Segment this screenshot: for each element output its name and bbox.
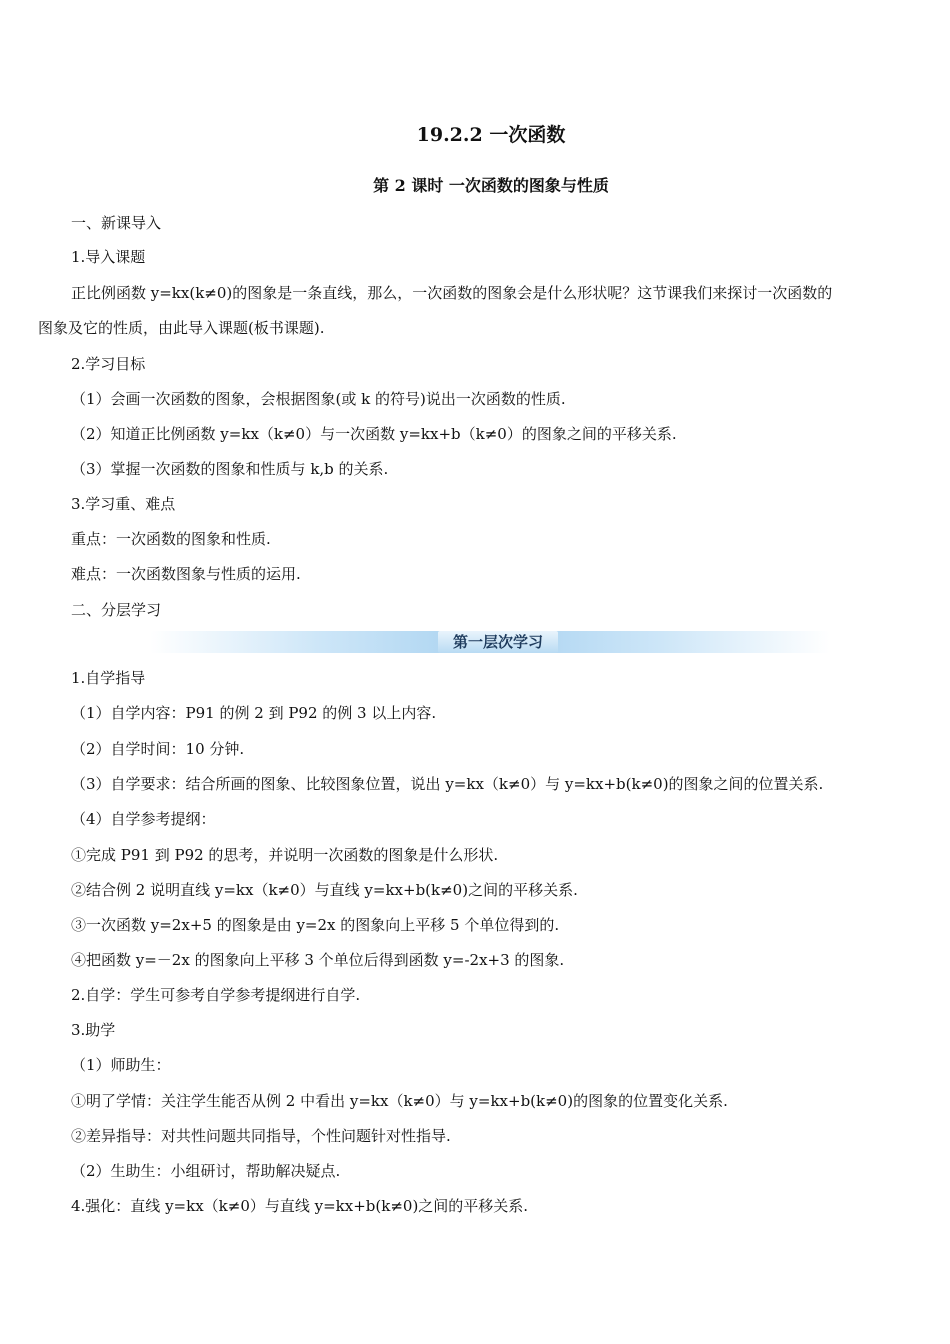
self-guide-item: （3）自学要求：结合所画的图象、比较图象位置，说出 y=kx（k≠0）与 y=kx+b(k≠0)的图象之间的位置关系. (71, 775, 824, 793)
help-teacher-heading: （1）师助生： (71, 1056, 171, 1074)
self-guide-item: （1）自学内容：P91 的例 2 到 P92 的例 3 以上内容. (71, 704, 437, 722)
key-points-heading: 3.学习重、难点 (71, 495, 176, 513)
reinforce-line: 4.强化：直线 y=kx（k≠0）与直线 y=kx+b(k≠0)之间的平移关系. (71, 1197, 529, 1215)
help-student-line: （2）生助生：小组研讨，帮助解决疑点. (71, 1162, 341, 1180)
section-heading-layered: 二、分层学习 (71, 601, 162, 619)
intro-paragraph-line-2: 图象及它的性质，由此导入课题(板书课题). (38, 319, 325, 337)
outline-item: ④把函数 y=－2x 的图象向上平移 3 个单位后得到函数 y=-2x+3 的图象. (71, 951, 565, 969)
difficult-point: 难点：一次函数图象与性质的运用. (71, 565, 301, 583)
goal-item: （2）知道正比例函数 y=kx（k≠0）与一次函数 y=kx+b（k≠0）的图象之间的平移关系. (71, 425, 677, 443)
outline-item: ③一次函数 y=2x+5 的图象是由 y=2x 的图象向上平移 5 个单位得到的. (71, 916, 560, 934)
lesson-subtitle: 第 2 课时 一次函数的图象与性质 (373, 176, 609, 195)
key-point: 重点：一次函数的图象和性质. (71, 530, 271, 548)
intro-paragraph-line-1: 正比例函数 y=kx(k≠0)的图象是一条直线，那么，一次函数的图象会是什么形状呢？这节课我们来探讨一次函数的 (71, 284, 833, 302)
self-guide-item: （2）自学时间：10 分钟. (71, 740, 245, 758)
self-study-line: 2.自学：学生可参考自学参考提纲进行自学. (71, 986, 361, 1004)
self-guide-item: （4）自学参考提纲： (71, 810, 216, 828)
section-heading-intro: 一、新课导入 (71, 214, 162, 232)
level-banner-label: 第一层次学习 (438, 631, 558, 653)
intro-heading: 1.导入课题 (71, 248, 146, 266)
goal-item: （3）掌握一次函数的图象和性质与 k,b 的关系. (71, 460, 389, 478)
outline-item: ②结合例 2 说明直线 y=kx（k≠0）与直线 y=kx+b(k≠0)之间的平移关系. (71, 881, 578, 899)
help-teacher-item: ①明了学情：关注学生能否从例 2 中看出 y=kx（k≠0）与 y=kx+b(k≠0)的图象的位置变化关系. (71, 1092, 728, 1110)
outline-item: ①完成 P91 到 P92 的思考，并说明一次函数的图象是什么形状. (71, 846, 499, 864)
self-guide-heading: 1.自学指导 (71, 669, 146, 687)
goals-heading: 2.学习目标 (71, 355, 146, 373)
goal-item: （1）会画一次函数的图象，会根据图象(或 k 的符号)说出一次函数的性质. (71, 390, 566, 408)
document-title: 19.2.2 一次函数 (416, 124, 566, 146)
level-banner (150, 631, 830, 653)
help-heading: 3.助学 (71, 1021, 116, 1039)
help-teacher-item: ②差异指导：对共性问题共同指导，个性问题针对性指导. (71, 1127, 451, 1145)
